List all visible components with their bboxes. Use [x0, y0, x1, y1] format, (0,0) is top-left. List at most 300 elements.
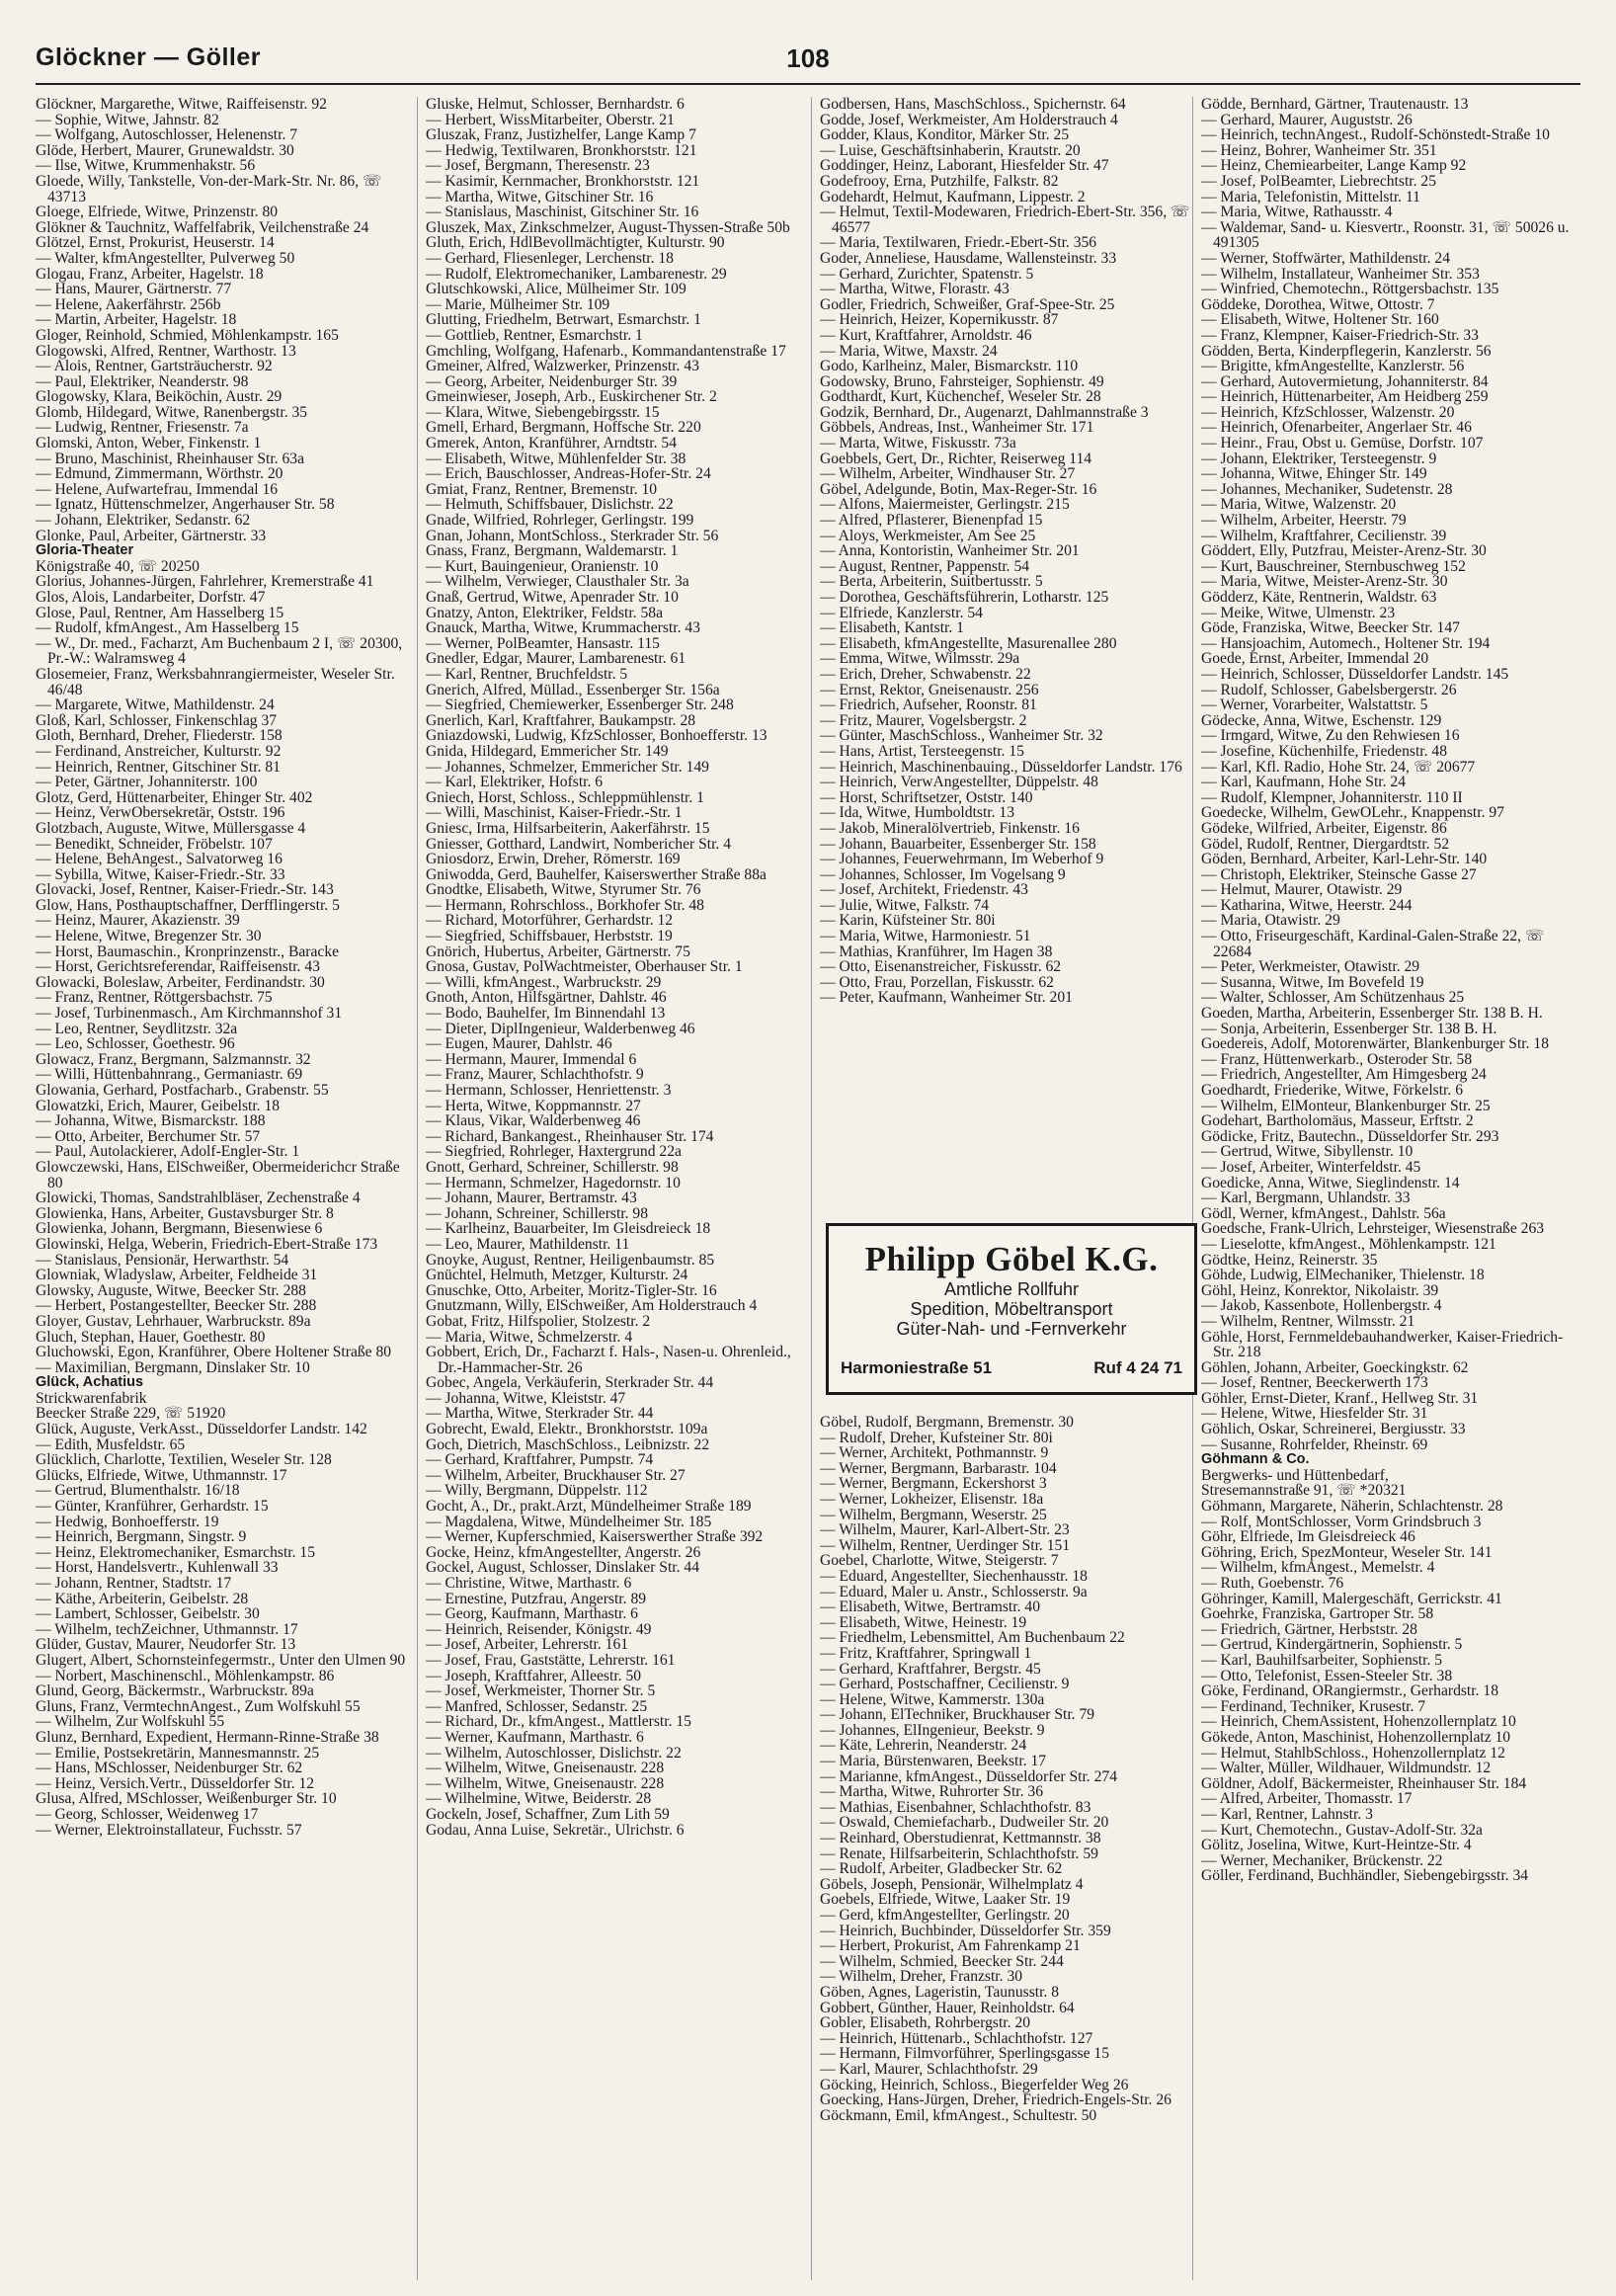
directory-entry: — Wilhelmine, Witwe, Beiderstr. 28	[426, 1790, 652, 1808]
directory-entry: — Maria, Bürstenwaren, Beekstr. 17	[820, 1753, 1047, 1770]
directory-entry: — Josef, Architekt, Friedenstr. 43	[820, 881, 1028, 899]
directory-entry: Glogau, Franz, Arbeiter, Hagelstr. 18	[36, 265, 264, 283]
directory-entry: — Heinrich, Hüttenarbeiter, Am Heidberg 259	[1201, 388, 1489, 406]
directory-entry: — Manfred, Schlosser, Sedanstr. 25	[426, 1697, 648, 1715]
directory-entry: — Georg, Schlosser, Weidenweg 17	[36, 1805, 259, 1823]
column-divider	[417, 97, 418, 2280]
directory-entry: — Helene, Aufwartefrau, Immendal 16	[36, 480, 279, 498]
directory-entry: — Walter, Müller, Wildhauer, Wildmundstr. 12	[1201, 1760, 1492, 1777]
directory-entry: Gniesc, Irma, Hilfsarbeiterin, Aakerfährstr. 15	[426, 819, 710, 837]
directory-entry: Glöckner, Margarethe, Witwe, Raiffeisenstr. 92	[36, 97, 327, 113]
directory-entry: Glowczewski, Hans, ElSchweißer, Obermeiderichcr Straße 80	[36, 1158, 400, 1191]
directory-entry: — Hedwig, Bonhoefferstr. 19	[36, 1513, 219, 1530]
directory-entry: — Richard, Motorführer, Gerhardstr. 12	[426, 912, 674, 930]
directory-entry: Gloger, Reinhold, Schmied, Möhlenkampstr. 165	[36, 326, 339, 344]
directory-entry: Göbel, Adelgunde, Botin, Max-Reger-Str. 16	[820, 480, 1097, 498]
directory-entry: — Christine, Witwe, Marthastr. 6	[426, 1575, 632, 1592]
directory-entry: Godbersen, Hans, MaschSchloss., Spichernstr. 64	[820, 97, 1126, 113]
directory-entry: — W., Dr. med., Facharzt, Am Buchenbaum 2 I, ☏ 20300, Pr.-W.: Walramsweg 4	[36, 634, 403, 668]
directory-entry: — Otto, Friseurgeschäft, Kardinal-Galen-Straße 22, ☏ 22684	[1201, 928, 1545, 960]
directory-entry: — Johann, Elektriker, Sedanstr. 62	[36, 512, 251, 530]
directory-entry: — Willi, Maschinist, Kaiser-Friedr.-Str. 1	[426, 804, 683, 822]
directory-entry: Goddinger, Heinz, Laborant, Hiesfelder Str. 47	[820, 157, 1109, 175]
directory-entry: — Werner, Mechaniker, Brückenstr. 22	[1201, 1851, 1443, 1869]
directory-entry: Göhringer, Kamill, Malergeschäft, Gerrickstr. 41	[1201, 1590, 1502, 1607]
directory-entry: Glogowsky, Klara, Beiköchin, Austr. 29	[36, 388, 283, 406]
directory-entry: — Wilhelm, Zur Wolfskuhl 55	[36, 1713, 225, 1731]
directory-entry: — Helene, Witwe, Kammerstr. 130a	[820, 1690, 1045, 1708]
directory-entry: — Wilhelm, Autoschlosser, Dislichstr. 22	[426, 1744, 682, 1762]
directory-entry: — Franz, Rentner, Röttgersbachstr. 75	[36, 989, 273, 1007]
directory-entry: Glowania, Gerhard, Postfacharb., Grabenstr. 55	[36, 1082, 329, 1099]
directory-entry: — Marie, Mülheimer Str. 109	[426, 295, 610, 313]
directory-entry: Gödl, Werner, kfmAngest., Dahlstr. 56a	[1201, 1204, 1446, 1222]
directory-entry: — Karl, Rentner, Bruchfeldstr. 5	[426, 665, 628, 683]
directory-entry: — Elfriede, Kanzlerstr. 54	[820, 604, 983, 621]
directory-entry: — Johann, Schreiner, Schillerstr. 98	[426, 1204, 649, 1222]
directory-entry: — Hans, MSchlosser, Neidenburger Str. 62	[36, 1760, 303, 1777]
directory-entry: Gluchowski, Egon, Kranführer, Obere Holtener Straße 80	[36, 1344, 392, 1361]
directory-entry: — Christoph, Elektriker, Steinsche Gasse 27	[1201, 865, 1477, 883]
directory-entry: — Josef, Werkmeister, Thorner Str. 5	[426, 1682, 656, 1700]
directory-entry: — Ruth, Goebenstr. 76	[1201, 1575, 1344, 1592]
directory-entry: — Ilse, Witwe, Krummenhakstr. 56	[36, 157, 256, 175]
directory-entry: Gniesser, Gotthard, Landwirt, Nombericher Str. 4	[426, 835, 732, 853]
directory-entry: — Horst, Baumaschin., Kronprinzenstr., Baracke	[36, 943, 340, 960]
directory-entry: — Peter, Gärtner, Johanniterstr. 100	[36, 774, 258, 791]
directory-entry: Gniosdorz, Erwin, Dreher, Römerstr. 169	[426, 851, 681, 868]
directory-entry: — Josef, Arbeiter, Winterfeldstr. 45	[1201, 1158, 1421, 1176]
directory-entry: — Heinrich, Bergmann, Singstr. 9	[36, 1528, 247, 1546]
directory-entry: — Mathias, Eisenbahner, Schlachthofstr. 83	[820, 1798, 1091, 1816]
directory-entry: — Wilhelm, Bergmann, Weserstr. 25	[820, 1506, 1047, 1523]
directory-entry: — Kurt, Bauingenieur, Oranienstr. 10	[426, 557, 659, 575]
directory-entry: Göhlen, Johann, Arbeiter, Goeckingkstr. 62	[1201, 1358, 1469, 1376]
directory-entry: — Rudolf, Schlosser, Gabelsbergerstr. 26	[1201, 681, 1457, 698]
directory-entry: Glunz, Bernhard, Expedient, Hermann-Rinne-Straße 38	[36, 1728, 379, 1746]
directory-entry: — Maria, Textilwaren, Friedr.-Ebert-Str. 356	[820, 234, 1097, 252]
directory-entry: — Maria, Otawistr. 29	[1201, 912, 1340, 930]
directory-entry: — Wilhelm, Rentner, Uerdinger Str. 151	[820, 1536, 1071, 1554]
directory-entry: — Waldemar, Sand- u. Kiesvertr., Roonstr. 31, ☏ 50026 u. 491305	[1201, 218, 1570, 252]
directory-entry: Gloß, Karl, Schlosser, Finkenschlag 37	[36, 711, 278, 729]
directory-entry: — Gerhard, Fliesenleger, Lerchenstr. 18	[426, 249, 674, 267]
directory-entry: — Wilhelm, ElMonteur, Blankenburger Str. 25	[1201, 1097, 1491, 1114]
ad-address: Harmoniestraße 51	[841, 1358, 993, 1377]
directory-entry: — Katharina, Witwe, Heerstr. 244	[1201, 896, 1413, 914]
directory-entry: Gödde, Bernhard, Gärtner, Trautenaustr. 13	[1201, 97, 1469, 113]
directory-entry: — Renate, Hilfsarbeiterin, Schlachthofstr. 59	[820, 1845, 1098, 1862]
directory-entry: Göhlich, Oskar, Schreinerei, Bergiusstr. 33	[1201, 1421, 1466, 1438]
directory-entry: — Helene, Witwe, Bregenzer Str. 30	[36, 928, 262, 945]
directory-entry: Gobec, Angela, Verkäuferin, Sterkrader Str. 44	[426, 1374, 714, 1392]
ad-line: Güter-Nah- und -Fernverkehr	[896, 1319, 1127, 1339]
directory-entry: — Johannes, ElIngenieur, Beekstr. 9	[820, 1721, 1045, 1739]
running-title: Glöckner — Göller	[36, 43, 262, 71]
directory-entry: Godzik, Bernhard, Dr., Augenarzt, Dahlmannstraße 3	[820, 403, 1149, 421]
directory-entry: — Karl, Rentner, Lahnstr. 3	[1201, 1805, 1373, 1823]
directory-entry: Glowsky, Auguste, Witwe, Beecker Str. 288	[36, 1281, 306, 1299]
directory-entry: — Meike, Witwe, Ulmenstr. 23	[1201, 604, 1396, 621]
directory-entry: — Johannes, Schmelzer, Emmericher Str. 149	[426, 758, 709, 776]
directory-entry: — Gerd, kfmAngestellter, Gerlingstr. 20	[820, 1907, 1070, 1924]
directory-entry: Gocht, A., Dr., prakt.Arzt, Mündelheimer Straße 189	[426, 1498, 752, 1516]
directory-entry: — Benedikt, Schneider, Fröbelstr. 107	[36, 835, 273, 853]
directory-entry: — Ludwig, Rentner, Friesenstr. 7a	[36, 419, 249, 437]
directory-entry: Gödicke, Fritz, Bautechn., Düsseldorfer Str. 293	[1201, 1127, 1499, 1145]
directory-entry: Goch, Dietrich, MaschSchloss., Leibnizstr. 22	[426, 1435, 710, 1453]
directory-entry: — Leo, Rentner, Seydlitzstr. 32a	[36, 1020, 238, 1037]
directory-entry: Goebbels, Gert, Dr., Richter, Reiserweg 114	[820, 450, 1092, 467]
directory-entry: — Wilhelm, Arbeiter, Windhauser Str. 27	[820, 465, 1076, 483]
directory-entry: — Karlheinz, Bauarbeiter, Im Gleisdreieck 18	[426, 1220, 711, 1238]
directory-entry: — Marianne, kfmAngest., Düsseldorfer Str. 274	[820, 1767, 1117, 1785]
directory-entry: Gnüchtel, Helmuth, Metzger, Kulturstr. 24	[426, 1267, 688, 1284]
directory-entry: — Johann, Maurer, Bertramstr. 43	[426, 1189, 637, 1207]
directory-entry: Göke, Ferdinand, ORangiermstr., Gerhardstr. 18	[1201, 1682, 1498, 1700]
directory-entry: Glowinski, Helga, Weberin, Friedrich-Ebert-Straße 173	[36, 1235, 378, 1253]
directory-entry: — Mathias, Kranführer, Im Hagen 38	[820, 943, 1053, 960]
directory-entry: — Elisabeth, kfmAngestellte, Masurenallee 280	[820, 634, 1117, 652]
ad-contact	[841, 1358, 1182, 1378]
directory-entry: — Irmgard, Witwe, Zu den Rehwiesen 16	[1201, 727, 1460, 745]
directory-entry: Strickwarenfabrik	[36, 1389, 147, 1407]
directory-entry: — Maximilian, Bergmann, Dinslaker Str. 10	[36, 1358, 310, 1376]
directory-entry: Godler, Friedrich, Schweißer, Graf-Spee-Str. 25	[820, 295, 1115, 313]
directory-entry: — Marta, Witwe, Fiskusstr. 73a	[820, 435, 1016, 452]
directory-entry: — Rudolf, kfmAngest., Am Hasselberg 15	[36, 619, 299, 637]
directory-entry: — Ferdinand, Techniker, Krusestr. 7	[1201, 1697, 1426, 1715]
directory-entry: — Norbert, Maschinenschl., Möhlenkampstr. 86	[36, 1667, 335, 1684]
directory-entry: Glugert, Albert, Schornsteinfegermstr., Unter den Ulmen 90	[36, 1651, 406, 1669]
directory-entry: — Otto, Telefonist, Essen-Steeler Str. 38	[1201, 1667, 1453, 1684]
directory-entry: — Brigitte, kfmAngestellte, Kanzlerstr. 56	[1201, 358, 1465, 375]
directory-entry: — Leo, Maurer, Mathildenstr. 11	[426, 1235, 630, 1253]
directory-entry: — Lieselotte, kfmAngest., Möhlenkampstr. 121	[1201, 1235, 1496, 1253]
directory-entry: — Martin, Arbeiter, Hagelstr. 18	[36, 311, 237, 329]
directory-entry: Glotzbach, Auguste, Witwe, Müllersgasse 4	[36, 819, 306, 837]
directory-entry: Gluch, Stephan, Hauer, Goethestr. 80	[36, 1328, 266, 1346]
directory-entry: Gnott, Gerhard, Schreiner, Schillerstr. 98	[426, 1158, 679, 1176]
directory-entry: — Josef, Turbinenmasch., Am Kirchmannshof 31	[36, 1005, 343, 1023]
directory-entry: Gloege, Elfriede, Witwe, Prinzenstr. 80	[36, 204, 279, 221]
directory-entry: — Hermann, Schmelzer, Hagedornstr. 10	[426, 1174, 681, 1191]
directory-entry: Gmeinwieser, Joseph, Arb., Euskirchener Str. 2	[426, 388, 717, 406]
directory-entry: — Willi, Hüttenbahnrang., Germaniastr. 69	[36, 1066, 303, 1084]
directory-entry: Gocke, Heinz, kfmAngestellter, Angerstr. 26	[426, 1543, 701, 1561]
page-number: 108	[786, 43, 830, 73]
directory-entry: — Rudolf, Dreher, Kufsteiner Str. 80i	[820, 1429, 1053, 1446]
directory-entry: Gniech, Horst, Schloss., Schleppmühlenstr. 1	[426, 788, 704, 806]
directory-entry: Glowienka, Johann, Bergmann, Biesenwiese 6	[36, 1220, 323, 1238]
directory-entry: Gnosa, Gustav, PolWachtmeister, Oberhauser Str. 1	[426, 958, 743, 976]
directory-entry: Gmell, Erhard, Bergmann, Hoffsche Str. 220	[426, 419, 701, 437]
directory-entry: — Wilhelm, Verwieger, Clausthaler Str. 3a	[426, 573, 689, 591]
directory-entry: — Johann, Elektriker, Tersteegenstr. 9	[1201, 450, 1437, 467]
directory-entry: — Herta, Witwe, Koppmannstr. 27	[426, 1097, 641, 1114]
directory-entry: — Heinrich, Maschinenbauing., Düsseldorfer Landstr. 176	[820, 758, 1182, 776]
directory-entry: — Maria, Witwe, Maxstr. 24	[820, 342, 998, 360]
directory-entry: Godehart, Bartholomäus, Masseur, Erftstr. 2	[1201, 1112, 1474, 1130]
directory-entry: Goecking, Hans-Jürgen, Dreher, Friedrich-Engels-Str. 26	[820, 2091, 1172, 2109]
directory-entry: — Leo, Schlosser, Goethestr. 96	[36, 1035, 235, 1053]
directory-entry: Gnodtke, Elisabeth, Witwe, Styrumer Str. 76	[426, 881, 701, 899]
directory-entry: — Martha, Witwe, Gitschiner Str. 16	[426, 188, 654, 205]
directory-entry: — Wilhelm, Maurer, Karl-Albert-Str. 23	[820, 1521, 1070, 1539]
directory-entry: — Georg, Arbeiter, Neidenburger Str. 39	[426, 372, 678, 390]
directory-entry: — Werner, Architekt, Pothmannstr. 9	[820, 1444, 1049, 1462]
directory-entry: — Werner, Bergmann, Barbarastr. 104	[820, 1459, 1057, 1477]
directory-entry: — Heinrich, Heizer, Kopernikusstr. 87	[820, 311, 1059, 329]
directory-entry: — Friedrich, Aufseher, Roonstr. 81	[820, 697, 1037, 714]
directory-entry: Gnutzmann, Willy, ElSchweißer, Am Holderstrauch 4	[426, 1297, 758, 1315]
directory-entry: — Johanna, Witwe, Ehinger Str. 149	[1201, 465, 1427, 483]
directory-entry: Gödel, Rudolf, Rentner, Diergardtstr. 52	[1201, 835, 1450, 853]
directory-entry: Gloth, Bernhard, Dreher, Fliederstr. 158	[36, 727, 283, 745]
directory-entry: — Helmuth, Schiffsbauer, Dislichstr. 22	[426, 496, 674, 514]
directory-entry: Göbbels, Andreas, Inst., Wanheimer Str. 171	[820, 419, 1094, 437]
directory-entry: — Heinrich, Reisender, Königstr. 49	[426, 1620, 652, 1638]
directory-entry: Glusa, Alfred, MSchlosser, Weißenburger Str. 10	[36, 1790, 337, 1808]
directory-entry: — Hermann, Filmvorführer, Sperlingsgasse 15	[820, 2045, 1110, 2063]
directory-entry: Göller, Ferdinand, Buchhändler, Siebengebirgsstr. 34	[1201, 1867, 1529, 1885]
directory-entry: — Heinrich, ChemAssistent, Hohenzollernplatz 10	[1201, 1713, 1516, 1731]
directory-entry: Göhle, Horst, Fernmeldebauhandwerker, Kaiser-Friedrich-Str. 218	[1201, 1328, 1564, 1361]
directory-entry: Göbels, Joseph, Pensionär, Wilhelmplatz 4	[820, 1875, 1084, 1893]
directory-entry: — Wilhelm, Witwe, Gneisenaustr. 228	[426, 1760, 665, 1777]
directory-entry: Goeden, Martha, Arbeiterin, Essenberger Str. 138 B. H.	[1201, 1005, 1543, 1023]
directory-entry: Gniwodda, Gerd, Bauhelfer, Kaiserswerther Straße 88a	[426, 865, 767, 883]
directory-entry: — Hansjoachim, Automech., Holtener Str. 194	[1201, 634, 1491, 652]
directory-entry: — Otto, Eisenanstreicher, Fiskusstr. 62	[820, 958, 1062, 976]
page-header	[36, 40, 1580, 85]
directory-entry: — Josef, Rentner, Beeckerwerth 173	[1201, 1374, 1428, 1392]
directory-entry: — Luise, Geschäftsinhaberin, Krautstr. 20	[820, 141, 1081, 159]
directory-entry: Göhmann, Margarete, Näherin, Schlachtenstr. 28	[1201, 1498, 1503, 1516]
directory-entry: Glotz, Gerd, Hüttenarbeiter, Ehinger Str. 402	[36, 788, 313, 806]
directory-entry: — Martha, Witwe, Florastr. 43	[820, 281, 1010, 298]
directory-entry: — Edith, Musfeldstr. 65	[36, 1435, 186, 1453]
directory-entry: — Reinhard, Oberstudienrat, Kettmannstr. 38	[820, 1830, 1101, 1847]
directory-entry: — Fritz, Maurer, Vogelsbergstr. 2	[820, 711, 1027, 729]
directory-entry: — Franz, Maurer, Schlachthofstr. 9	[426, 1066, 644, 1084]
directory-entry: — Peter, Kaufmann, Wanheimer Str. 201	[820, 989, 1073, 1007]
directory-entry: — Sybilla, Witwe, Kaiser-Friedr.-Str. 33	[36, 865, 285, 883]
directory-entry: — Jakob, Mineralölvertrieb, Finkenstr. 16	[820, 819, 1080, 837]
directory-entry: — Gertrud, Kindergärtnerin, Sophienstr. 5	[1201, 1636, 1463, 1654]
directory-entry: Gödden, Berta, Kinderpflegerin, Kanzlerstr. 56	[1201, 342, 1492, 360]
directory-entry: — Franz, Klempner, Kaiser-Friedrich-Str. 33	[1201, 326, 1479, 344]
directory-entry: — Elisabeth, Witwe, Holtener Str. 160	[1201, 311, 1439, 329]
directory-entry: Gökede, Anton, Maschinist, Hohenzollernplatz 10	[1201, 1728, 1511, 1746]
directory-entry: — Stanislaus, Maschinist, Gitschiner Str. 16	[426, 204, 699, 221]
directory-entry: — Gertrud, Blumenthalstr. 16/18	[36, 1482, 240, 1500]
directory-entry: — Stanislaus, Pensionär, Herwarthstr. 54	[36, 1251, 289, 1269]
directory-entry: Glomb, Hildegard, Witwe, Ranenbergstr. 35	[36, 403, 308, 421]
directory-entry: Göben, Agnes, Lageristin, Taunusstr. 8	[820, 1983, 1060, 2001]
directory-entry: — Paul, Elektriker, Neanderstr. 98	[36, 372, 249, 390]
directory-entry: — Joseph, Kraftfahrer, Alleestr. 50	[426, 1667, 642, 1684]
directory-entry: — Gottlieb, Rentner, Esmarchstr. 1	[426, 326, 643, 344]
directory-entry: — Wilhelm, Installateur, Wanheimer Str. 353	[1201, 265, 1480, 283]
directory-entry: — Susanna, Witwe, Im Bovefeld 19	[1201, 973, 1424, 991]
directory-entry: Glowienka, Hans, Arbeiter, Gustavsburger Str. 8	[36, 1204, 334, 1222]
directory-entry: Gödecke, Anna, Witwe, Eschenstr. 129	[1201, 711, 1442, 729]
directory-entry: — Dorothea, Geschäftsführerin, Lotharstr. 125	[820, 589, 1109, 606]
directory-entry: Glonke, Paul, Arbeiter, Gärtnerstr. 33	[36, 527, 267, 544]
directory-entry: — Alfons, Maiermeister, Gerlingstr. 215	[820, 496, 1070, 514]
directory-entry: — Helmut, Maurer, Otawistr. 29	[1201, 881, 1403, 899]
directory-entry: — Otto, Arbeiter, Berchumer Str. 57	[36, 1127, 261, 1145]
directory-entry: — Karl, Elektriker, Hofstr. 6	[426, 774, 604, 791]
directory-entry: Glowatzki, Erich, Maurer, Geibelstr. 18	[36, 1097, 281, 1114]
directory-entry: — Heinz, VerwObersekretär, Oststr. 196	[36, 804, 285, 822]
directory-entry: Glowacz, Franz, Bergmann, Salzmannstr. 32	[36, 1050, 311, 1068]
directory-entry: Godo, Karlheinz, Maler, Bismarckstr. 110	[820, 358, 1079, 375]
directory-entry: — Walter, kfmAngestellter, Pulverweg 50	[36, 249, 295, 267]
directory-entry: Göckmann, Emil, kfmAngest., Schultestr. 50	[820, 2106, 1097, 2124]
directory-entry: Glorius, Johannes-Jürgen, Fahrlehrer, Kremerstraße 41	[36, 573, 374, 591]
directory-entry: — Willy, Bergmann, Düppelstr. 112	[426, 1482, 648, 1500]
directory-entry: Gluns, Franz, VermtechnAngest., Zum Wolfskuhl 55	[36, 1697, 361, 1715]
directory-entry: — Käthe, Arbeiterin, Geibelstr. 28	[36, 1590, 249, 1607]
directory-entry: — Hedwig, Textilwaren, Bronkhorststr. 121	[426, 141, 697, 159]
directory-entry: — Günter, MaschSchloss., Wanheimer Str. 32	[820, 727, 1103, 745]
directory-entry: Gnan, Johann, MontSchloss., Sterkrader Str. 56	[426, 527, 719, 544]
directory-entry: — Peter, Werkmeister, Otawistr. 29	[1201, 958, 1420, 976]
directory-entry: Godder, Klaus, Konditor, Märker Str. 25	[820, 126, 1070, 144]
directory-entry: Goedsche, Frank-Ulrich, Lehrsteiger, Wiesenstraße 263	[1201, 1220, 1545, 1238]
directory-entry: — Karl, Bergmann, Uhlandstr. 33	[1201, 1189, 1411, 1207]
directory-entry: Glose, Paul, Rentner, Am Hasselberg 15	[36, 604, 284, 621]
directory-entry: Gobbert, Erich, Dr., Facharzt f. Hals-, Nasen-u. Ohrenleid., Dr.-Hammacher-Str. 26	[426, 1344, 791, 1376]
ad-phone: Ruf 4 24 71	[1093, 1358, 1182, 1377]
directory-entry: — Richard, Dr., kfmAngest., Mattlerstr. 15	[426, 1713, 691, 1731]
directory-entry: — Karin, Küfsteiner Str. 80i	[820, 912, 996, 930]
directory-entry: — Johannes, Schlosser, Im Vogelsang 9	[820, 865, 1066, 883]
directory-entry: Glogowski, Alfred, Rentner, Warthostr. 13	[36, 342, 296, 360]
directory-entry: — Lambert, Schlosser, Geibelstr. 30	[36, 1605, 260, 1623]
directory-entry: — Heinz, Versich.Vertr., Düsseldorfer Str. 12	[36, 1774, 315, 1792]
directory-entry: Goebel, Charlotte, Witwe, Steigerstr. 7	[820, 1552, 1059, 1570]
ad-firm-name: Philipp Göbel K.G.	[864, 1240, 1159, 1278]
directory-entry: — Maria, Witwe, Schmelzerstr. 4	[426, 1328, 633, 1346]
directory-entry: — Alois, Rentner, Gartsträucherstr. 92	[36, 358, 273, 375]
directory-entry: Göden, Bernhard, Arbeiter, Karl-Lehr-Str. 140	[1201, 851, 1488, 868]
directory-entry: — Wilhelm, Arbeiter, Heerstr. 79	[1201, 512, 1407, 530]
directory-entry: — Anna, Kontoristin, Wanheimer Str. 201	[820, 542, 1080, 560]
directory-entry: — Susanne, Rohrfelder, Rheinstr. 69	[1201, 1435, 1428, 1453]
directory-entry: — Maria, Witwe, Harmoniestr. 51	[820, 928, 1031, 945]
directory-entry: — Johannes, Mechaniker, Sudetenstr. 28	[1201, 480, 1453, 498]
directory-entry: — Horst, Gerichtsreferendar, Raiffeisenstr. 43	[36, 958, 320, 976]
directory-entry: Goedicke, Anna, Witwe, Sieglindenstr. 14	[1201, 1174, 1460, 1191]
directory-entry: — Herbert, WissMitarbeiter, Oberstr. 21	[426, 111, 675, 128]
directory-entry: — Eduard, Angestellter, Siechenhausstr. 18	[820, 1567, 1088, 1585]
directory-entry: — Wilhelm, Dreher, Franzstr. 30	[820, 1968, 1023, 1986]
directory-entry: — Jakob, Kassenbote, Hollenbergstr. 4	[1201, 1297, 1442, 1315]
directory-entry: Goede, Ernst, Arbeiter, Immendal 20	[1201, 650, 1429, 668]
directory-entry: Gnerich, Alfred, Müllad., Essenberger Str. 156a	[426, 681, 720, 698]
directory-entry: — Willi, kfmAngest., Warbruckstr. 29	[426, 973, 662, 991]
directory-entry: — Johann, Rentner, Stadtstr. 17	[36, 1575, 232, 1592]
directory-entry: — Rudolf, Arbeiter, Gladbecker Str. 62	[820, 1860, 1063, 1878]
directory-entry: Goedecke, Wilhelm, GewOLehr., Knappenstr. 97	[1201, 804, 1504, 822]
directory-entry: — Helmut, Textil-Modewaren, Friedrich-Ebert-Str. 356, ☏ 46577	[820, 204, 1190, 236]
directory-entry: — Siegfried, Rohrleger, Haxtergrund 22a	[426, 1143, 682, 1161]
directory-entry: — Ernst, Rektor, Gneisenaustr. 256	[820, 681, 1039, 698]
directory-entry: — Kurt, Kraftfahrer, Arnoldstr. 46	[820, 326, 1032, 344]
directory-entry: Godde, Josef, Werkmeister, Am Holderstrauch 4	[820, 111, 1118, 128]
directory-entry: Gniazdowski, Ludwig, KfzSchlosser, Bonhoefferstr. 13	[426, 727, 768, 745]
directory-entry: — Maria, Witwe, Walzenstr. 20	[1201, 496, 1397, 514]
directory-entry: — Sophie, Witwe, Jahnstr. 82	[36, 111, 219, 128]
directory-entry: — Martha, Witwe, Sterkrader Str. 44	[426, 1405, 654, 1423]
directory-entry: — Hermann, Maurer, Immendal 6	[426, 1050, 637, 1068]
directory-entry: Gloede, Willy, Tankstelle, Von-der-Mark-Str. Nr. 86, ☏ 43713	[36, 172, 382, 205]
directory-entry: — Johanna, Witwe, Bismarckstr. 188	[36, 1112, 266, 1130]
directory-entry: — Maria, Witwe, Meister-Arenz-Str. 30	[1201, 573, 1448, 591]
column-4	[1201, 97, 1575, 2280]
directory-entry: Gnedler, Edgar, Maurer, Lambarenestr. 61	[426, 650, 687, 668]
directory-entry: — Helmut, StahlbSchloss., Hohenzollernplatz 12	[1201, 1744, 1505, 1762]
directory-entry: — Heinrich, Buchbinder, Düsseldorfer Str. 359	[820, 1922, 1111, 1939]
directory-entry: Glöde, Herbert, Maurer, Grunewaldstr. 30	[36, 141, 294, 159]
directory-entry: Goebels, Elfriede, Witwe, Laaker Str. 19	[820, 1891, 1071, 1909]
directory-entry: Glötzel, Ernst, Prokurist, Heuserstr. 14	[36, 234, 275, 252]
column-2	[426, 97, 799, 2280]
directory-entry: — Ida, Witwe, Humboldtstr. 13	[820, 804, 1015, 822]
directory-entry: — Hans, Maurer, Gärtnerstr. 77	[36, 281, 232, 298]
directory-entry: — Horst, Handelsvertr., Kuhlenwall 33	[36, 1559, 279, 1577]
directory-entry: Gmiat, Franz, Rentner, Bremenstr. 10	[426, 480, 658, 498]
directory-entry: Glovacki, Josef, Rentner, Kaiser-Friedr.-Str. 143	[36, 881, 334, 899]
directory-entry: — Georg, Kaufmann, Marthastr. 6	[426, 1605, 638, 1623]
directory-entry: — Fritz, Kraftfahrer, Springwall 1	[820, 1644, 1032, 1662]
directory-entry: — Karl, Kaufmann, Hohe Str. 24	[1201, 774, 1407, 791]
directory-entry: — Wilhelm, Kraftfahrer, Cecilienstr. 39	[1201, 527, 1447, 544]
directory-entry: — Josef, Arbeiter, Lehrerstr. 161	[426, 1636, 629, 1654]
directory-entry: Göhl, Heinz, Konrektor, Nikolaistr. 39	[1201, 1281, 1439, 1299]
directory-entry: — Klaus, Vikar, Walderbenweg 46	[426, 1112, 641, 1130]
directory-entry: — Alfred, Pflasterer, Bienenpfad 15	[820, 512, 1043, 530]
directory-entry: — Johann, ElTechniker, Bruckhauser Str. 79	[820, 1706, 1095, 1724]
directory-entry: — Eduard, Maler u. Anstr., Schlosserstr. 9a	[820, 1583, 1088, 1600]
directory-entry: Gobat, Fritz, Hilfspolier, Stolzestr. 2	[426, 1312, 651, 1330]
directory-entry: Glücklich, Charlotte, Textilien, Weseler Str. 128	[36, 1451, 332, 1469]
directory-entry: — Rudolf, Elektromechaniker, Lambarenestr. 29	[426, 265, 727, 283]
directory-entry: — Heinrich, Hüttenarb., Schlachthofstr. 127	[820, 2029, 1093, 2047]
directory-entry: — August, Rentner, Pappenstr. 54	[820, 557, 1030, 575]
directory-entry: — Gerhard, Kraftfahrer, Pumpstr. 74	[426, 1451, 654, 1469]
directory-entry: — Eugen, Maurer, Dahlstr. 46	[426, 1035, 612, 1053]
directory-entry: — Günter, Kranführer, Gerhardstr. 15	[36, 1498, 269, 1516]
directory-entry: Gnoyke, August, Rentner, Heiligenbaumstr. 85	[426, 1251, 715, 1269]
directory-entry: — Heinz, Maurer, Akazienstr. 39	[36, 912, 240, 930]
directory-entry: — Gerhard, Postschaffner, Cecilienstr. 9	[820, 1676, 1070, 1693]
directory-entry: — Kasimir, Kernmacher, Bronkhorststr. 121	[426, 172, 700, 190]
directory-entry: Königstraße 40, ☏ 20250	[36, 557, 200, 575]
directory-entry: — Dieter, DiplIngenieur, Walderbenweg 46	[426, 1020, 695, 1037]
directory-entry: Glück, Achatius	[36, 1374, 144, 1391]
directory-entry: Godowsky, Bruno, Fahrsteiger, Sophienstr. 49	[820, 372, 1104, 390]
directory-entry: — Gerhard, Autovermietung, Johanniterstr. 84	[1201, 372, 1489, 390]
directory-entry: — Josef, Frau, Gaststätte, Lehrerstr. 161	[426, 1651, 676, 1669]
directory-entry: — Martha, Witwe, Ruhrorter Str. 36	[820, 1783, 1044, 1801]
directory-entry: — Horst, Schriftsetzer, Oststr. 140	[820, 788, 1033, 806]
directory-entry: Gockel, August, Schlosser, Dinslaker Str. 44	[426, 1559, 700, 1577]
directory-entry: Gloyer, Gustav, Lehrhauer, Warbruckstr. 89a	[36, 1312, 311, 1330]
